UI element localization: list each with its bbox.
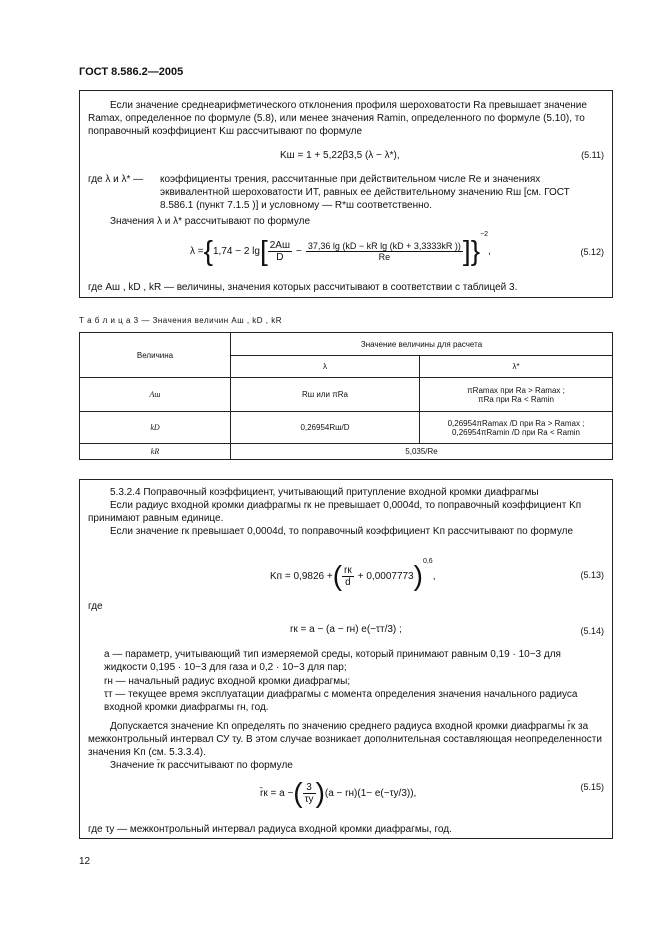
equation-5-12: λ = { 1,74 − 2 lg [ $\frac{2Aш}{D}$ − $\frac{\text{37,36 lg (kD − kR lg (kD + 3,3333kR ))}}{Re}$ ] } $^{-2}$ , (190, 231, 491, 266)
header-value: Значение величины для расчета (231, 333, 613, 356)
equation-number-5-14: (5.14) (580, 626, 604, 636)
equation-5-15: r̄к = a − ( $\frac{3}{\tau y}$ ) (a − rн)(1− e(−τy/3)), (260, 777, 417, 808)
bracket-open: [ (259, 235, 268, 266)
fraction-3-tau: $\frac{3}{\tau y}$ (304, 781, 314, 805)
fraction-kd-re: $\frac{\text{37,36 lg (kD − kR lg (kD + 3,3333kR ))}}{Re}$ (307, 240, 461, 262)
equation-5-14: rк = a − (a − rн) e(−τт/3) ; (290, 624, 402, 635)
bracket-close: ] (462, 235, 471, 266)
where-definition: коэффициенты трения, рассчитанные при действительном числе Re и значениях эквивалентной шероховатости ИТ, равных ее действительному значению Rш [см. ГОСТ 8.586.1 (пункт 7.1.5 )] и условному — R*ш соответственно. (160, 174, 570, 211)
where-label: где (88, 601, 103, 612)
equation-number-5-13: (5.13) (580, 570, 604, 580)
paragraph-table-ref: где Aш , kD , kR — величины, значения которых рассчитывают в соответствии с таблицей 3. (88, 282, 518, 293)
formula-box-friction (79, 90, 613, 298)
table-row: Aш Rш или πRa πRamax при Ra > Ramax ; πRa при Ra < Ramin (80, 378, 613, 412)
definition-a: a — параметр, учитывающий тип измеряемой среды, который принимают равным 0,19 · 10−3 для жидкости 0,195 · 10−3 для газа и 0,2 · 10−3 для пар; (104, 649, 561, 673)
brace-close: } (470, 235, 481, 266)
table-caption: Т а б л и ц а 3 — Значения величин Aш , kD , kR (79, 316, 283, 325)
eq512-term: 1,74 − 2 lg (212, 245, 260, 257)
formula-box-edge-sharpness (79, 479, 613, 839)
table-row: kR 5,035/Re (80, 444, 613, 460)
definition-rn: rн — начальный радиус входной кромки диафрагмы; (104, 676, 351, 687)
header-lambda: λ (231, 356, 420, 378)
brace-open: { (203, 235, 213, 266)
paragraph-interval: где τy — межконтрольный интервал радиуса входной кромки диафрагмы, год. (88, 824, 452, 835)
fraction-a-d: $\frac{2Aш}{D}$ (269, 239, 291, 263)
eq512-lhs: λ = (190, 245, 204, 257)
definition-tau: τт — текущее время эксплуатации диафрагмы с момента определения значения начального радиуса входной кромки диафрагмы rн, год. (104, 689, 578, 713)
table-row: kD 0,26954Rш/D 0,26954πRamax /D при Ra > Ramax ; 0,26954πRamin /D при Ra < Ramin (80, 412, 613, 444)
paragraph-formula-intro: Если значение rк превышает 0,0004d, то поправочный коэффициент Kп рассчитывают по формуле (110, 526, 574, 537)
paragraph-radius: Если радиус входной кромки диафрагмы rк не превышает 0,0004d, то поправочный коэффициент Kп принимают равным единице. (88, 500, 582, 524)
equation-5-11: Kш = 1 + 5,22β3,5 (λ − λ*), (280, 150, 400, 161)
header-quantity: Величина (80, 333, 231, 378)
page-number: 12 (79, 856, 91, 867)
table-3 (79, 332, 613, 460)
where-terms: где λ и λ* — (88, 174, 144, 185)
paragraph-average-radius: Допускается значение Kп определять по значению среднего радиуса входной кромки диафрагмы r̄к за межконтрольный интервал СУ τy. В этом случае возникает дополнительная составляющая неопределенности значения Kп (см. 5.3.3.4). (88, 721, 602, 758)
equation-number-5-12: (5.12) (580, 247, 604, 257)
equation-number-5-11: (5.11) (581, 150, 604, 160)
equation-number-5-15: (5.15) (580, 782, 604, 792)
paragraph-lambda: Значения λ и λ* рассчитывают по формуле (110, 216, 311, 227)
equation-5-13: Kп = 0,9826 + ( $\frac{rк}{d}$ + 0,0007773 ) $^{0,6}$ , (270, 558, 436, 591)
section-title: 5.3.2.4 Поправочный коэффициент, учитывающий притупление входной кромки диафрагмы (110, 487, 539, 498)
fraction-rk-d: $\frac{rк}{d}$ (344, 564, 352, 588)
paragraph-roughness: Если значение среднеарифметического отклонения профиля шероховатости Ra превышает значение Ramax, определенное по формуле (5.8), или менее значения Ramin, определенного по формуле (5.10), то поправочный коэффициент Kш рассчитывают по формуле (88, 100, 587, 137)
paragraph-formula-average: Значение r̄к рассчитывают по формуле (110, 760, 293, 771)
standard-header: ГОСТ 8.586.2—2005 (79, 66, 184, 78)
header-lambda-star: λ* (420, 356, 613, 378)
